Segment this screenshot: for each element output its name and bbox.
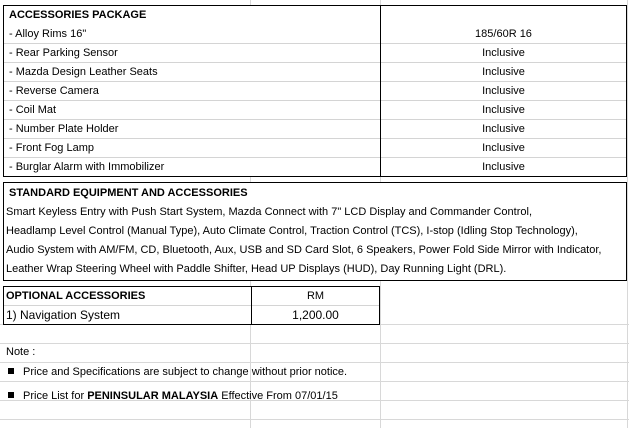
table-header-row <box>4 6 626 25</box>
note-region: PENINSULAR MALAYSIA <box>87 390 219 402</box>
standard-equipment-table <box>3 182 627 281</box>
note-line-2[interactable] <box>8 390 338 402</box>
item-value[interactable]: 185/60R 16 <box>381 25 626 44</box>
item-name[interactable]: - Burglar Alarm with Immobilizer <box>9 161 165 173</box>
standard-equipment-title[interactable]: STANDARD EQUIPMENT AND ACCESSORIES <box>9 187 248 199</box>
item-value[interactable]: Inclusive <box>381 63 626 82</box>
equipment-text[interactable]: Audio System with AM/FM, CD, Bluetooth, Aux, USB and SD Card Slot, 6 Speakers, Power Fold Side Mirror with Indicator, <box>6 244 602 256</box>
optional-accessories-title[interactable]: OPTIONAL ACCESSORIES <box>4 287 251 306</box>
table-row <box>4 306 379 325</box>
accessories-package-title[interactable]: ACCESSORIES PACKAGE <box>9 9 147 21</box>
grid-row-line <box>0 381 629 382</box>
table-row <box>4 101 626 120</box>
item-name[interactable]: - Front Fog Lamp <box>4 139 380 158</box>
equipment-line <box>4 241 626 260</box>
item-name[interactable]: - Alloy Rims 16" <box>4 25 380 44</box>
note-label[interactable]: Note : <box>6 346 36 358</box>
table-header-row <box>4 184 626 203</box>
equipment-text[interactable]: Headlamp Level Control (Manual Type), Auto Climate Control, Traction Control (TCS), I-stop (Idling Stop Technology), <box>6 225 578 237</box>
item-value[interactable]: Inclusive <box>381 139 626 158</box>
item-name[interactable]: - Number Plate Holder <box>4 120 380 139</box>
table-header-row <box>4 287 379 306</box>
bullet-icon <box>8 368 14 374</box>
item-name[interactable]: - Coil Mat <box>4 101 380 120</box>
table-row <box>4 158 626 177</box>
table-row <box>4 120 626 139</box>
optional-accessories-table <box>3 286 380 325</box>
note-suffix: Effective From 07/01/15 <box>218 390 338 402</box>
currency-header[interactable]: RM <box>252 287 379 306</box>
grid-row-line <box>0 343 629 344</box>
item-name[interactable]: - Reverse Camera <box>4 82 380 101</box>
equipment-line <box>4 260 626 279</box>
bullet-icon <box>8 392 14 398</box>
equipment-line <box>4 222 626 241</box>
table-row <box>4 63 626 82</box>
item-name[interactable]: - Mazda Design Leather Seats <box>4 63 380 82</box>
note-prefix: Price List for <box>23 390 88 402</box>
accessories-package-table <box>3 5 627 177</box>
item-value[interactable]: Inclusive <box>482 161 525 173</box>
equipment-text[interactable]: Smart Keyless Entry with Push Start System, Mazda Connect with 7" LCD Display and Commander Control, <box>6 206 532 218</box>
optional-item-name[interactable]: 1) Navigation System <box>6 308 121 322</box>
note-line-1[interactable] <box>8 366 347 378</box>
table-row <box>4 25 626 44</box>
grid-row-line <box>0 419 629 420</box>
item-value[interactable]: Inclusive <box>381 120 626 139</box>
item-value[interactable]: Inclusive <box>381 101 626 120</box>
note-text: Price and Specifications are subject to change without prior notice. <box>23 366 348 378</box>
item-value[interactable]: Inclusive <box>381 82 626 101</box>
item-name[interactable]: - Rear Parking Sensor <box>4 44 380 63</box>
grid-row-line <box>0 362 629 363</box>
table-row <box>4 139 626 158</box>
equipment-line <box>4 203 626 222</box>
item-value[interactable]: Inclusive <box>381 44 626 63</box>
equipment-text[interactable]: Leather Wrap Steering Wheel with Paddle Shifter, Head UP Displays (HUD), Day Running Light (DRL). <box>6 263 507 275</box>
optional-item-price[interactable]: 1,200.00 <box>292 308 339 322</box>
table-row <box>4 44 626 63</box>
grid-column-line <box>627 0 628 428</box>
table-row <box>4 82 626 101</box>
